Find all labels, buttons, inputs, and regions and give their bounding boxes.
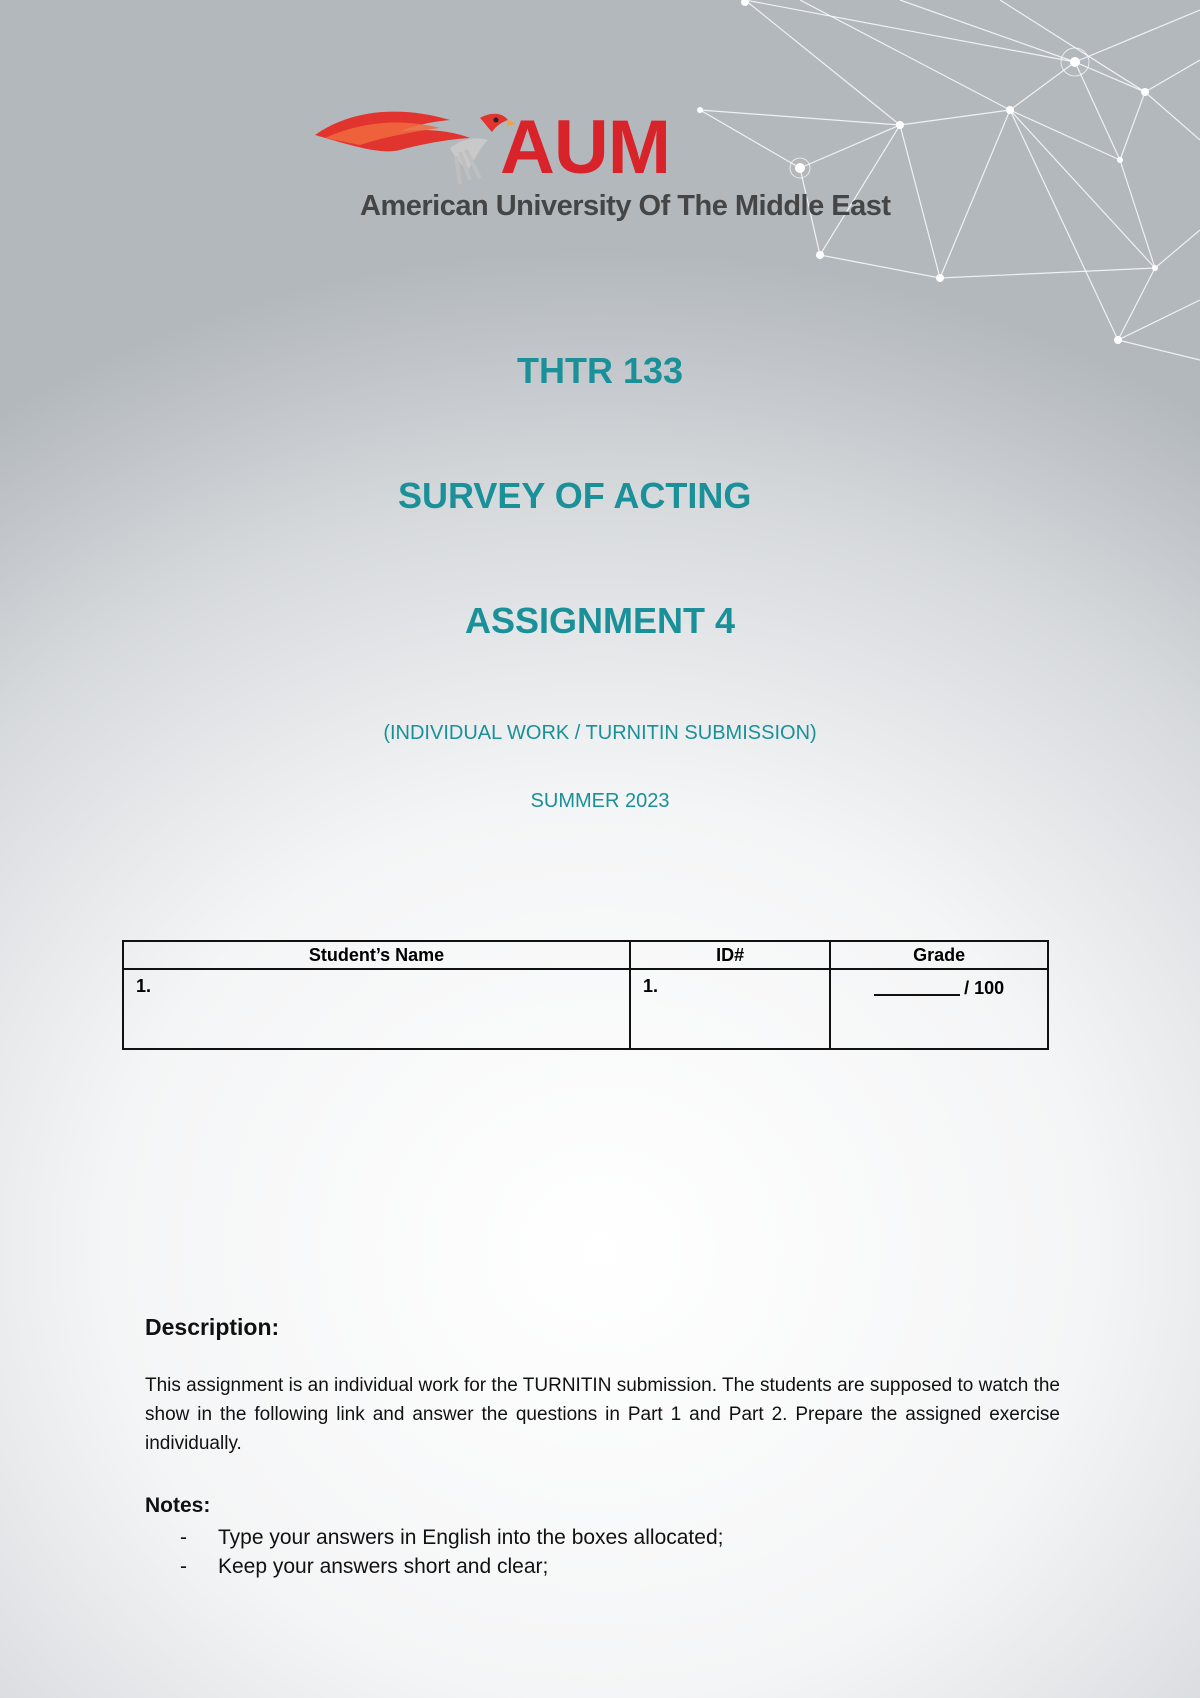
student-name-cell[interactable] (123, 969, 630, 1049)
list-item (180, 1523, 723, 1552)
university-name: American University Of The Middle East (360, 190, 891, 222)
note-text: Type your answers in English into the boxes allocated; (218, 1526, 724, 1549)
note-text: Keep your answers short and clear; (218, 1555, 549, 1578)
student-info-table (122, 940, 1049, 1050)
description-body: This assignment is an individual work for the TURNITIN submission. The students are supposed to watch the show in the following link and answer the questions in Part 1 and Part 2. Prepare the assigned exercise individually. (145, 1375, 1060, 1454)
logo-wordmark: AUM (500, 105, 671, 190)
course-code: THTR 133 (516, 350, 684, 391)
bullet-dash: - (180, 1555, 187, 1578)
bullet-dash: - (180, 1526, 187, 1549)
notes-title: Notes: (145, 1494, 211, 1517)
grade-cell[interactable] (830, 969, 1048, 1049)
student-name-value: 1. (136, 976, 152, 996)
course-title: SURVEY OF ACTING (398, 475, 752, 516)
aum-logo (310, 100, 900, 230)
notes-list (180, 1523, 723, 1581)
header-student-name: Student’s Name (123, 941, 630, 969)
term-label: SUMMER 2023 (530, 790, 670, 812)
header-id: ID# (630, 941, 830, 969)
list-item (180, 1552, 723, 1581)
grade-suffix: / 100 (964, 978, 1005, 998)
table-header-row (123, 941, 1048, 969)
submission-type: (INDIVIDUAL WORK / TURNITIN SUBMISSION) (383, 722, 817, 744)
phoenix-bird-icon (310, 100, 525, 190)
description-title: Description: (145, 1314, 280, 1340)
student-id-value: 1. (643, 976, 659, 996)
assignment-title: ASSIGNMENT 4 (464, 600, 736, 641)
grade-blank-line (874, 976, 960, 996)
student-id-cell[interactable] (630, 969, 830, 1049)
table-row (123, 969, 1048, 1049)
header-grade: Grade (830, 941, 1048, 969)
